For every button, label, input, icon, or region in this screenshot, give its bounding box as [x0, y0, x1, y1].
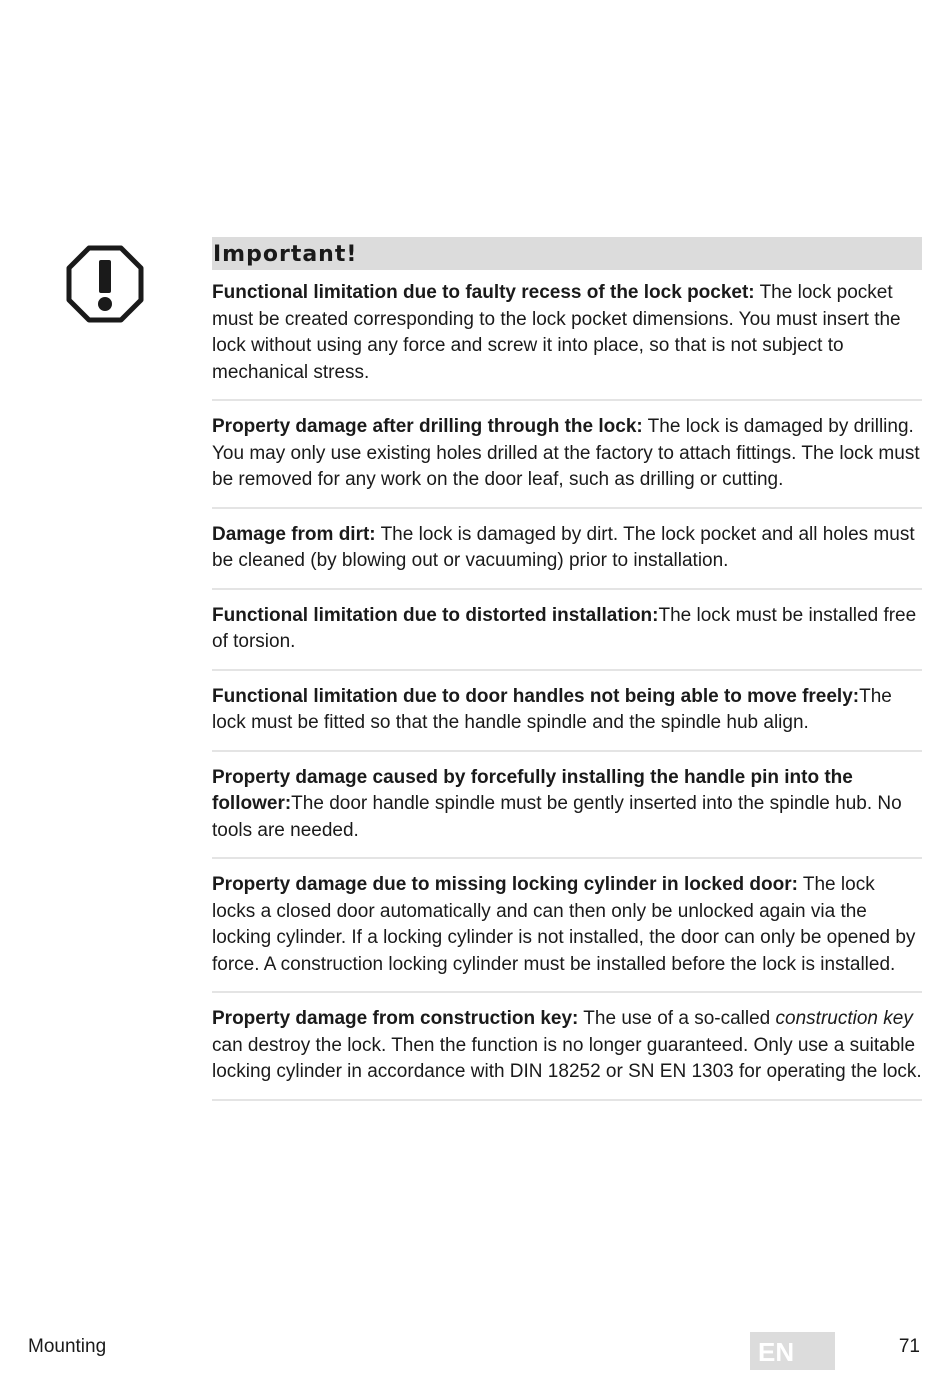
notice-item-text: The lock pocket must be created corresponding to the lock pocket dimensions. You must insert the lock without using any force and screw it into place, so that is not subject to mechanical stress. [212, 282, 901, 383]
notice-item-heading: Functional limitation due to faulty recess of the lock pocket: [212, 282, 755, 303]
warning-icon [66, 245, 144, 323]
notice-item [212, 280, 922, 401]
notice-item [212, 522, 922, 590]
language-badge: EN [750, 1332, 835, 1370]
notice-item [212, 684, 922, 752]
notice-item-text: The use of a so-called [578, 1008, 776, 1029]
notice-item-heading: Property damage caused by forcefully installing the handle pin into the follower: [212, 766, 853, 814]
notice-item-text: The lock must be installed free of torsion. [212, 604, 917, 652]
page-number: 71 [898, 1336, 920, 1357]
notice-item-text: The lock must be fitted so that the handle spindle and the spindle hub align. [212, 685, 892, 733]
notice-item [212, 872, 922, 993]
footer-section-label: Mounting [28, 1336, 107, 1357]
notice-item [212, 765, 922, 860]
notice-item-term: construction key [775, 1008, 913, 1029]
notice-item-text: The door handle spindle must be gently inserted into the spindle hub. No tools are needed. [212, 793, 902, 841]
notice-item-text: The lock is damaged by dirt. The lock pocket and all holes must be cleaned (by blowing out or vacuuming) prior to installation. [212, 523, 915, 571]
notice-item-heading: Property damage after drilling through the lock: [212, 416, 643, 437]
notice-item-heading: Property damage due to missing locking cylinder in locked door: [212, 874, 798, 895]
notice-item-text: The lock locks a closed door automatically and can then only be unlocked again via the locking cylinder. If a locking cylinder is not installed, the door can only be opened by force. A construction locking cylinder must be installed before the lock is installed. [212, 874, 916, 975]
notice-item-heading: Functional limitation due to door handles not being able to move freely: [212, 685, 860, 707]
notice-item-heading: Damage from dirt: [212, 523, 376, 545]
important-notice [212, 237, 922, 1114]
notice-item [212, 414, 922, 509]
notice-item [212, 1006, 922, 1101]
notice-item [212, 603, 922, 671]
notice-item-text: The lock is damaged by drilling. You may only use existing holes drilled at the factory to attach fittings. The lock must be removed for any work on the door leaf, such as drilling or cutting. [212, 416, 920, 490]
notice-item-heading: Property damage from construction key: [212, 1008, 579, 1029]
notice-title: Important! [212, 237, 922, 270]
notice-item-text: can destroy the lock. Then the function is no longer guaranteed. Only use a suitable locking cylinder in accordance with DIN 18252 or SN EN 1303 for operating the lock. [212, 1034, 922, 1082]
notice-list [212, 280, 922, 1101]
notice-item-heading: Functional limitation due to distorted installation: [212, 604, 659, 626]
